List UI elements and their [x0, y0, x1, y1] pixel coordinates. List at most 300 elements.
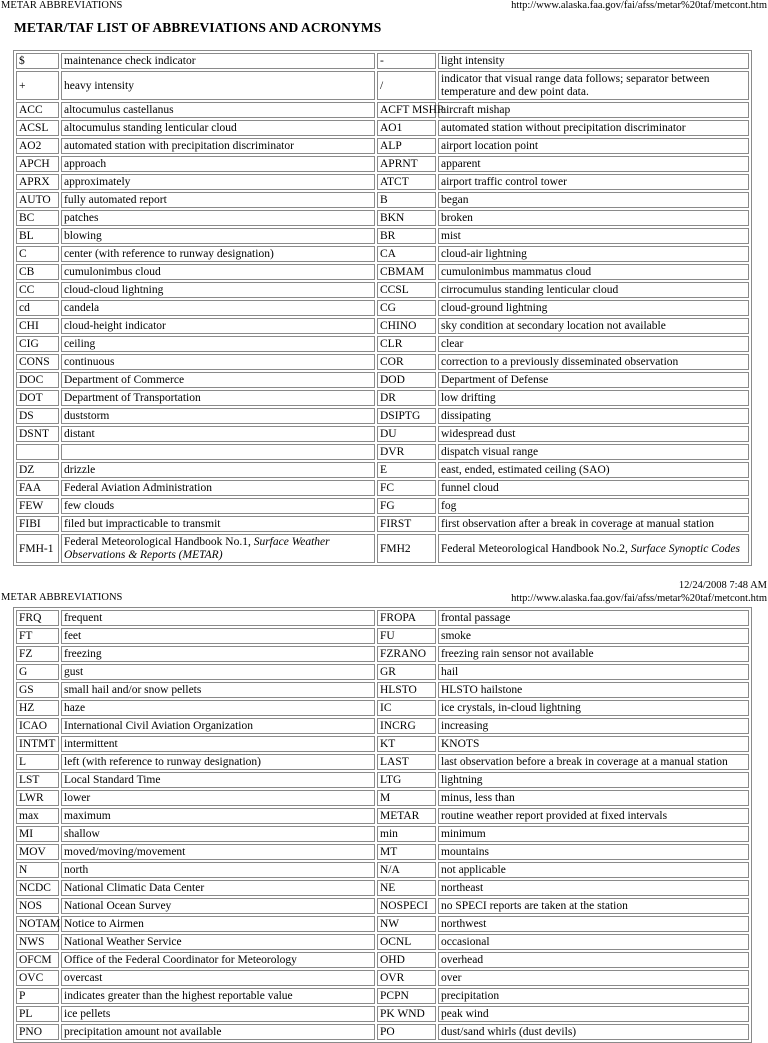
definition-cell — [438, 354, 749, 370]
abbreviation-cell — [16, 844, 59, 860]
abbreviation-text: NW — [380, 918, 400, 930]
table-row — [16, 934, 749, 950]
abbreviation-cell — [377, 628, 436, 644]
abbreviation-text: M — [380, 792, 391, 804]
abbreviation-text: FZ — [19, 648, 33, 660]
abbreviation-cell — [16, 610, 59, 626]
table-row — [16, 246, 749, 262]
definition-cell — [438, 952, 749, 968]
definition-text: indicator that visual range data follows; separator between temperature and dew point data. — [441, 73, 710, 98]
definition-text: filed but impracticable to transmit — [64, 518, 221, 530]
definition-text: HLSTO hailstone — [441, 684, 523, 696]
abbreviation-cell — [16, 862, 59, 878]
definition-cell — [438, 754, 749, 770]
definition-cell — [438, 480, 749, 496]
definition-cell — [438, 498, 749, 514]
definition-cell — [438, 790, 749, 806]
abbreviation-text: DS — [19, 410, 34, 422]
abbreviation-text: NWS — [19, 936, 45, 948]
definition-cell — [438, 1024, 749, 1040]
abbreviation-text: max — [19, 810, 39, 822]
abbreviation-text: FU — [380, 630, 395, 642]
definition-cell — [61, 664, 375, 680]
definition-text: dissipating — [441, 410, 491, 422]
table-row — [16, 264, 749, 280]
table-row — [16, 808, 749, 824]
abbreviation-text: ACFT MSHP — [380, 104, 444, 116]
abbreviation-cell — [377, 826, 436, 842]
abbreviation-text: E — [380, 464, 388, 476]
definition-cell — [438, 934, 749, 950]
abbreviation-cell — [16, 228, 59, 244]
abbreviation-cell — [16, 444, 59, 460]
definition-text: approximately — [64, 176, 131, 188]
abbreviation-text: PCPN — [380, 990, 409, 1002]
definition-text: intermittent — [64, 738, 118, 750]
definition-italic-text: Surface Weather Observations & Reports (METAR) — [64, 536, 330, 561]
definition-text: distant — [64, 428, 95, 440]
abbreviation-text: FEW — [19, 500, 44, 512]
definition-cell — [61, 736, 375, 752]
abbreviation-text: NOSPECI — [380, 900, 428, 912]
definition-text: small hail and/or snow pellets — [64, 684, 202, 696]
abbreviation-text: GS — [19, 684, 34, 696]
definition-text: over — [441, 972, 462, 984]
definition-text: continuous — [64, 356, 115, 368]
definition-text: dispatch visual range — [441, 446, 539, 458]
abbreviation-text: METAR — [380, 810, 420, 822]
table-row — [16, 682, 749, 698]
abbreviation-text: LTG — [380, 774, 402, 786]
abbreviation-cell — [377, 71, 436, 100]
definition-cell — [438, 156, 749, 172]
abbreviation-cell — [377, 336, 436, 352]
abbreviation-cell — [377, 862, 436, 878]
definition-text: Federal Aviation Administration — [64, 482, 212, 494]
abbreviation-cell — [16, 192, 59, 208]
abbreviation-text: AO1 — [380, 122, 403, 134]
abbreviation-cell — [377, 664, 436, 680]
definition-cell — [61, 210, 375, 226]
table-row — [16, 300, 749, 316]
definition-cell — [438, 880, 749, 896]
definition-text: northeast — [441, 882, 484, 894]
table-row — [16, 790, 749, 806]
definition-cell — [438, 300, 749, 316]
definition-text: peak wind — [441, 1008, 489, 1020]
table-row — [16, 462, 749, 478]
table-row — [16, 102, 749, 118]
abbreviation-cell — [16, 682, 59, 698]
abbreviation-cell — [16, 156, 59, 172]
definition-cell — [61, 790, 375, 806]
definition-text: cloud-air lightning — [441, 248, 527, 260]
abbreviation-cell — [16, 880, 59, 896]
definition-text: indicates greater than the highest reportable value — [64, 990, 293, 1002]
definition-text: maximum — [64, 810, 111, 822]
abbreviation-text: OVC — [19, 972, 44, 984]
abbreviation-text: DSNT — [19, 428, 50, 440]
definition-cell — [61, 844, 375, 860]
abbreviation-text: BR — [380, 230, 396, 242]
definition-text: ice pellets — [64, 1008, 111, 1020]
abbreviation-text: MT — [380, 846, 398, 858]
abbreviation-text: DSIPTG — [380, 410, 421, 422]
abbreviation-cell — [377, 772, 436, 788]
abbreviation-text: COR — [380, 356, 404, 368]
definition-cell — [61, 246, 375, 262]
definition-cell — [438, 808, 749, 824]
abbreviation-cell — [377, 682, 436, 698]
definition-text: automated station without precipitation discriminator — [441, 122, 686, 134]
abbreviation-text: FIRST — [380, 518, 412, 530]
abbreviation-cell — [377, 264, 436, 280]
definition-text: airport location point — [441, 140, 539, 152]
abbreviation-text: MI — [19, 828, 34, 840]
definition-text: left (with reference to runway designation) — [64, 756, 262, 768]
abbreviation-text: DVR — [380, 446, 405, 458]
definition-cell — [61, 682, 375, 698]
abbreviation-cell — [377, 120, 436, 136]
abbreviation-text: NOS — [19, 900, 43, 912]
abbreviation-text: CHI — [19, 320, 39, 332]
table-row — [16, 988, 749, 1004]
abbreviation-text: ACSL — [19, 122, 49, 134]
definition-text: Office of the Federal Coordinator for Meteorology — [64, 954, 297, 966]
page-header-url: http://www.alaska.faa.gov/fai/afss/metar%20taf/metcont.htm — [511, 593, 767, 604]
definition-cell — [61, 826, 375, 842]
abbreviation-cell — [16, 53, 59, 69]
abbreviation-cell — [377, 808, 436, 824]
abbreviation-text: DOD — [380, 374, 405, 386]
abbreviation-text: / — [380, 79, 384, 92]
abbreviation-cell — [16, 210, 59, 226]
definition-cell — [438, 646, 749, 662]
abbreviation-cell — [16, 628, 59, 644]
definition-text: fog — [441, 500, 457, 512]
definition-text: funnel cloud — [441, 482, 499, 494]
definition-text: east, ended, estimated ceiling (SAO) — [441, 464, 610, 476]
definition-text: heavy intensity — [64, 79, 134, 92]
abbreviation-cell — [377, 408, 436, 424]
abbreviations-table-page-1 — [13, 50, 752, 566]
definition-cell — [438, 71, 749, 100]
definition-text: Federal Meteorological Handbook No.1, — [64, 536, 254, 548]
page-header-left: METAR ABBREVIATIONS — [1, 592, 123, 603]
table-row — [16, 480, 749, 496]
abbreviation-text: DOC — [19, 374, 44, 386]
definition-text: candela — [64, 302, 100, 314]
abbreviation-text: OHD — [380, 954, 405, 966]
abbreviation-text: N — [19, 864, 28, 876]
definition-text: frequent — [64, 612, 103, 624]
table-row — [16, 844, 749, 860]
abbreviation-text: ICAO — [19, 720, 48, 732]
definition-text: Federal Meteorological Handbook No.2, — [441, 542, 631, 555]
definition-text: drizzle — [64, 464, 96, 476]
definition-text: altocumulus castellanus — [64, 104, 174, 116]
definition-text: Department of Commerce — [64, 374, 185, 386]
table-row — [16, 772, 749, 788]
definition-text: lower — [64, 792, 91, 804]
definition-cell — [61, 772, 375, 788]
abbreviation-text: FMH-1 — [19, 542, 54, 555]
table-row — [16, 718, 749, 734]
abbreviation-text: KT — [380, 738, 396, 750]
definition-cell — [61, 228, 375, 244]
definition-text: overcast — [64, 972, 103, 984]
definition-cell — [438, 336, 749, 352]
definition-text: Notice to Airmen — [64, 918, 144, 930]
definition-cell — [438, 174, 749, 190]
abbreviation-text: CA — [380, 248, 396, 260]
abbreviation-cell — [16, 1024, 59, 1040]
abbreviation-cell — [16, 390, 59, 406]
abbreviation-cell — [377, 426, 436, 442]
definition-text: cumulonimbus mammatus cloud — [441, 266, 592, 278]
definition-cell — [61, 498, 375, 514]
definition-text: lightning — [441, 774, 483, 786]
abbreviation-cell — [377, 498, 436, 514]
definition-text: KNOTS — [441, 738, 480, 750]
table-row — [16, 880, 749, 896]
abbreviation-text: - — [380, 55, 384, 67]
definition-text: Department of Defense — [441, 374, 549, 386]
definition-text: moved/moving/movement — [64, 846, 186, 858]
abbreviation-text: BC — [19, 212, 35, 224]
definition-cell — [61, 970, 375, 986]
abbreviation-cell — [16, 534, 59, 563]
abbreviation-text: FC — [380, 482, 395, 494]
abbreviation-text: LAST — [380, 756, 409, 768]
abbreviation-cell — [377, 970, 436, 986]
abbreviation-text: PO — [380, 1026, 395, 1038]
table-row — [16, 952, 749, 968]
definition-cell — [438, 210, 749, 226]
abbreviation-text: DZ — [19, 464, 35, 476]
abbreviation-cell — [377, 174, 436, 190]
abbreviation-cell — [16, 372, 59, 388]
definition-text: National Weather Service — [64, 936, 182, 948]
definition-cell — [438, 862, 749, 878]
abbreviation-text: OVR — [380, 972, 405, 984]
definition-text: widespread dust — [441, 428, 516, 440]
abbreviation-text: AUTO — [19, 194, 51, 206]
abbreviation-text: FAA — [19, 482, 42, 494]
definition-cell — [61, 192, 375, 208]
abbreviation-text: AO2 — [19, 140, 42, 152]
table-row — [16, 174, 749, 190]
definition-cell — [438, 246, 749, 262]
definition-cell — [61, 444, 375, 460]
definition-cell — [438, 444, 749, 460]
abbreviation-text: DR — [380, 392, 396, 404]
definition-cell — [61, 336, 375, 352]
table-row — [16, 516, 749, 532]
table-row — [16, 192, 749, 208]
definition-cell — [438, 610, 749, 626]
abbreviation-text: FZRANO — [380, 648, 427, 660]
definition-cell — [61, 53, 375, 69]
abbreviation-text: ALP — [380, 140, 402, 152]
definition-cell — [61, 138, 375, 154]
definition-text: occasional — [441, 936, 490, 948]
definition-cell — [438, 102, 749, 118]
definition-text: began — [441, 194, 469, 206]
abbreviation-cell — [377, 102, 444, 118]
abbreviation-text: NE — [380, 882, 396, 894]
definition-cell — [61, 408, 375, 424]
abbreviation-text: CG — [380, 302, 396, 314]
abbreviation-cell — [377, 952, 436, 968]
abbreviation-text: BL — [19, 230, 34, 242]
definition-cell — [438, 372, 749, 388]
abbreviation-cell — [377, 700, 436, 716]
definition-cell — [438, 534, 749, 563]
abbreviation-cell — [16, 516, 59, 532]
definition-text: frontal passage — [441, 612, 511, 624]
definition-cell — [61, 1024, 375, 1040]
definition-text: cumulonimbus cloud — [64, 266, 161, 278]
abbreviation-cell — [16, 462, 59, 478]
abbreviation-text: PL — [19, 1008, 33, 1020]
definition-cell — [438, 772, 749, 788]
abbreviation-cell — [377, 354, 436, 370]
abbreviation-cell — [16, 790, 59, 806]
abbreviation-text: L — [19, 756, 27, 768]
abbreviation-cell — [16, 300, 59, 316]
abbreviation-text: N/A — [380, 864, 400, 876]
definition-text: apparent — [441, 158, 481, 170]
table-row — [16, 444, 749, 460]
table-row — [16, 646, 749, 662]
definition-cell — [61, 300, 375, 316]
definition-text: patches — [64, 212, 99, 224]
definition-text: sky condition at secondary location not available — [441, 320, 666, 332]
abbreviation-text: ATCT — [380, 176, 409, 188]
abbreviation-cell — [377, 736, 436, 752]
table-row — [16, 1024, 749, 1040]
definition-cell — [438, 844, 749, 860]
definition-text: broken — [441, 212, 473, 224]
abbreviation-text: NCDC — [19, 882, 51, 894]
table-row — [16, 628, 749, 644]
abbreviation-text: LWR — [19, 792, 44, 804]
abbreviation-cell — [16, 1006, 59, 1022]
definition-cell — [61, 880, 375, 896]
table-row — [16, 408, 749, 424]
definition-cell — [438, 138, 749, 154]
definition-cell — [61, 808, 375, 824]
definition-cell — [438, 628, 749, 644]
abbreviation-cell — [377, 300, 436, 316]
abbreviation-text: PK WND — [380, 1008, 425, 1020]
definition-cell — [438, 988, 749, 1004]
document-title: METAR/TAF LIST OF ABBREVIATIONS AND ACRONYMS — [14, 20, 382, 35]
definition-cell — [61, 718, 375, 734]
definition-cell — [61, 988, 375, 1004]
definition-text: fully automated report — [64, 194, 167, 206]
definition-cell — [61, 700, 375, 716]
abbreviation-cell — [377, 156, 436, 172]
abbreviation-cell — [16, 336, 59, 352]
definition-cell — [438, 282, 749, 298]
abbreviation-text: cd — [19, 302, 30, 314]
definition-italic-text: Surface Synoptic Codes — [630, 542, 740, 555]
definition-text: low drifting — [441, 392, 496, 404]
abbreviation-text: CONS — [19, 356, 50, 368]
definition-cell — [438, 826, 749, 842]
definition-text: Local Standard Time — [64, 774, 161, 786]
definition-text: freezing rain sensor not available — [441, 648, 594, 660]
abbreviation-text: FIBI — [19, 518, 41, 530]
abbreviation-cell — [377, 1006, 436, 1022]
abbreviation-cell — [16, 480, 59, 496]
abbreviation-cell — [377, 790, 436, 806]
definition-cell — [438, 664, 749, 680]
page-header-url: http://www.alaska.faa.gov/fai/afss/metar%20taf/metcont.htm — [511, 0, 767, 11]
definition-text: shallow — [64, 828, 100, 840]
abbreviation-text: IC — [380, 702, 392, 714]
abbreviation-cell — [377, 916, 436, 932]
definition-text: altocumulus standing lenticular cloud — [64, 122, 237, 134]
abbreviation-text: ACC — [19, 104, 43, 116]
definition-cell — [438, 516, 749, 532]
abbreviation-cell — [16, 102, 59, 118]
definition-cell — [61, 610, 375, 626]
abbreviation-cell — [16, 934, 59, 950]
abbreviation-cell — [377, 988, 436, 1004]
table-row — [16, 754, 749, 770]
table-row — [16, 53, 749, 69]
abbreviation-cell — [377, 610, 436, 626]
abbreviation-text: BKN — [380, 212, 405, 224]
definition-cell — [61, 534, 375, 563]
definition-text: mountains — [441, 846, 489, 858]
abbreviation-text: DU — [380, 428, 397, 440]
definition-text: no SPECI reports are taken at the station — [441, 900, 628, 912]
definition-cell — [61, 426, 375, 442]
definition-cell — [61, 390, 375, 406]
abbreviation-text: CHINO — [380, 320, 417, 332]
definition-cell — [61, 174, 375, 190]
definition-text: first observation after a break in coverage at manual station — [441, 518, 715, 530]
table-row — [16, 664, 749, 680]
table-row — [16, 862, 749, 878]
abbreviation-cell — [377, 192, 436, 208]
definition-cell — [61, 282, 375, 298]
abbreviation-cell — [16, 264, 59, 280]
abbreviation-cell — [16, 246, 59, 262]
abbreviation-cell — [16, 988, 59, 1004]
abbreviation-text: min — [380, 828, 398, 840]
definition-cell — [438, 120, 749, 136]
print-timestamp: 12/24/2008 7:48 AM — [678, 580, 767, 591]
definition-text: few clouds — [64, 500, 115, 512]
table-row — [16, 228, 749, 244]
definition-cell — [438, 718, 749, 734]
abbreviations-table-page-2 — [13, 607, 752, 1043]
definition-cell — [438, 1006, 749, 1022]
table-row — [16, 282, 749, 298]
table-row — [16, 534, 749, 563]
abbreviation-cell — [16, 282, 59, 298]
abbreviation-cell — [16, 772, 59, 788]
abbreviation-cell — [377, 534, 436, 563]
abbreviation-cell — [377, 228, 436, 244]
table-row — [16, 498, 749, 514]
abbreviation-text: NOTAM — [19, 918, 61, 930]
